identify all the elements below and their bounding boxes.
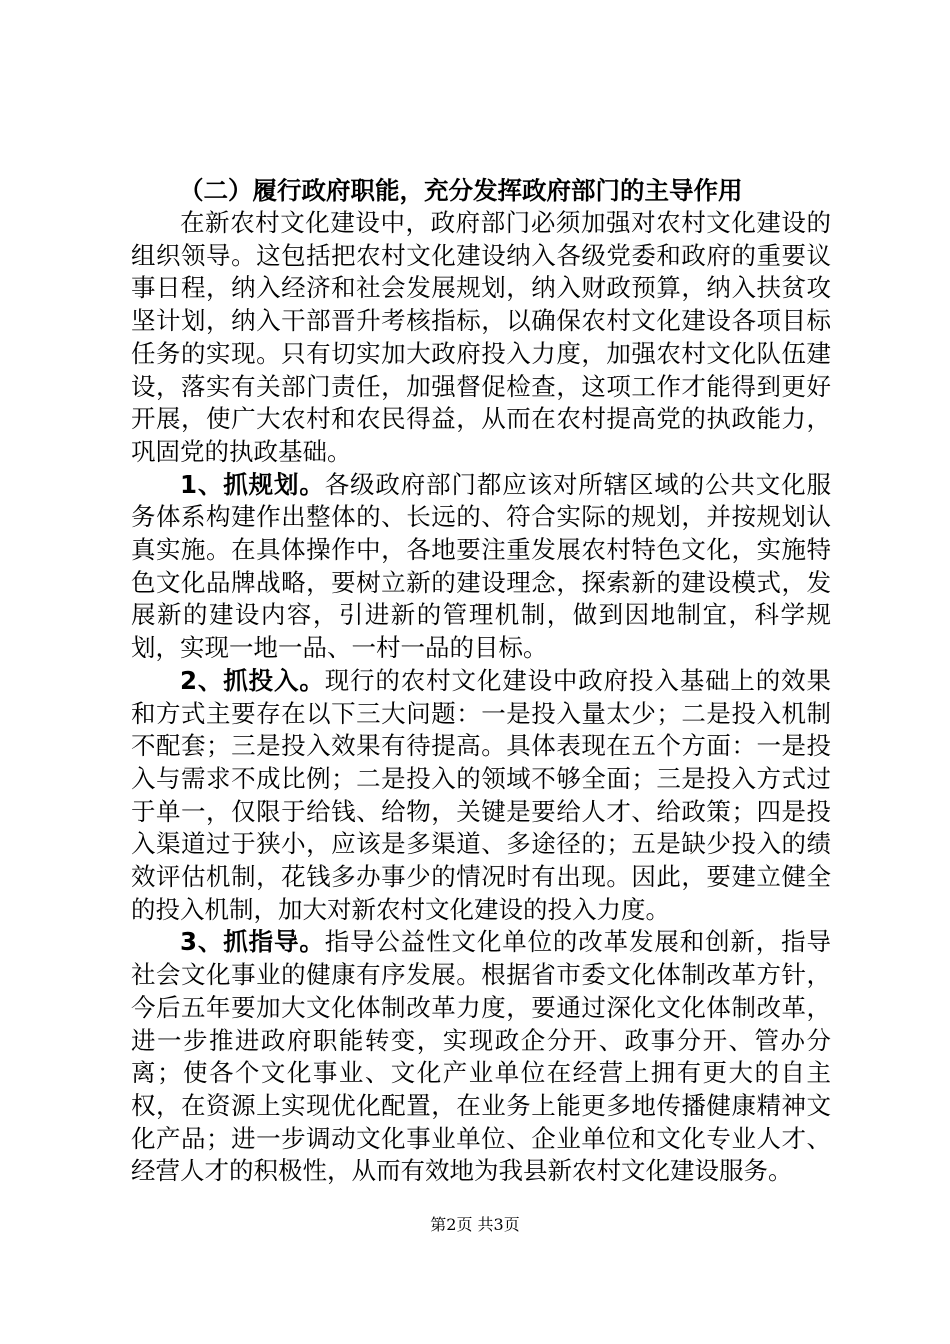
paragraph-intro [131, 207, 831, 469]
section-heading-text: （二）履行政府职能，充分发挥政府部门的主导作用 [179, 176, 743, 205]
paragraph-text: 现行的农村文化建设中政府投入基础上的效果和方式主要存在以下三大问题：一是投入量太少；二是投入机制不配套；三是投入效果有待提高。具体表现在五个方面：一是投入与需求不成比例；二是投入的领域不够全面；三是投入方式过于单一，仅限于给钱、给物，关键是要给人才、给政策；四是投入渠道过于狭小，应该是多渠道、多途径的；五是缺少投入的绩效评估机制，花钱多办事少的情况时有出现。因此，要建立健全的投入机制，加大对新农村文化建设的投入力度。 [131, 665, 832, 924]
paragraph-text: 各级政府部门都应该对所辖区域的公共文化服务体系构建作出整体的、长远的、符合实际的规划，并按规划认真实施。在具体操作中，各地要注重发展农村特色文化，实施特色文化品牌战略，要树立新的建设理念，探索新的建设模式，发展新的建设内容，引进新的管理机制，做到因地制宜，科学规划，实现一地一品、一村一品的目标。 [131, 469, 832, 663]
section-heading [131, 175, 831, 207]
paragraph-guidance [131, 926, 831, 1188]
paragraph-text: 指导公益性文化单位的改革发展和创新，指导社会文化事业的健康有序发展。根据省市委文化体制改革方针，今后五年要加大文化体制改革力度，要通过深化文化体制改革，进一步推进政府职能转变，实现政企分开、政事分开、管办分离；使各个文化事业、文化产业单位在经营上拥有更大的自主权，在资源上实现优化配置，在业务上能更多地传播健康精神文化产品；进一步调动文化事业单位、企业单位和文化专业人才、经营人才的积极性，从而有效地为我县新农村文化建设服务。 [131, 927, 832, 1186]
body-text [131, 207, 831, 1188]
paragraph-lead: 1、抓规划。 [180, 469, 325, 499]
paragraph-planning [131, 469, 831, 665]
paragraph-lead: 3、抓指导。 [180, 927, 325, 957]
paragraph-lead: 2、抓投入。 [180, 665, 325, 695]
paragraph-text: 在新农村文化建设中，政府部门必须加强对农村文化建设的组织领导。这包括把农村文化建设纳入各级党委和政府的重要议事日程，纳入经济和社会发展规划，纳入财政预算，纳入扶贫攻坚计划，纳入干部晋升考核指标，以确保农村文化建设各项目标任务的实现。只有切实加大政府投入力度，加强农村文化队伍建设，落实有关部门责任，加强督促检查，这项工作才能得到更好开展，使广大农村和农民得益，从而在农村提高党的执政能力，巩固党的执政基础。 [131, 208, 831, 466]
paragraph-investment [131, 665, 831, 927]
page-footer: 第2页 共3页 [430, 1215, 520, 1234]
